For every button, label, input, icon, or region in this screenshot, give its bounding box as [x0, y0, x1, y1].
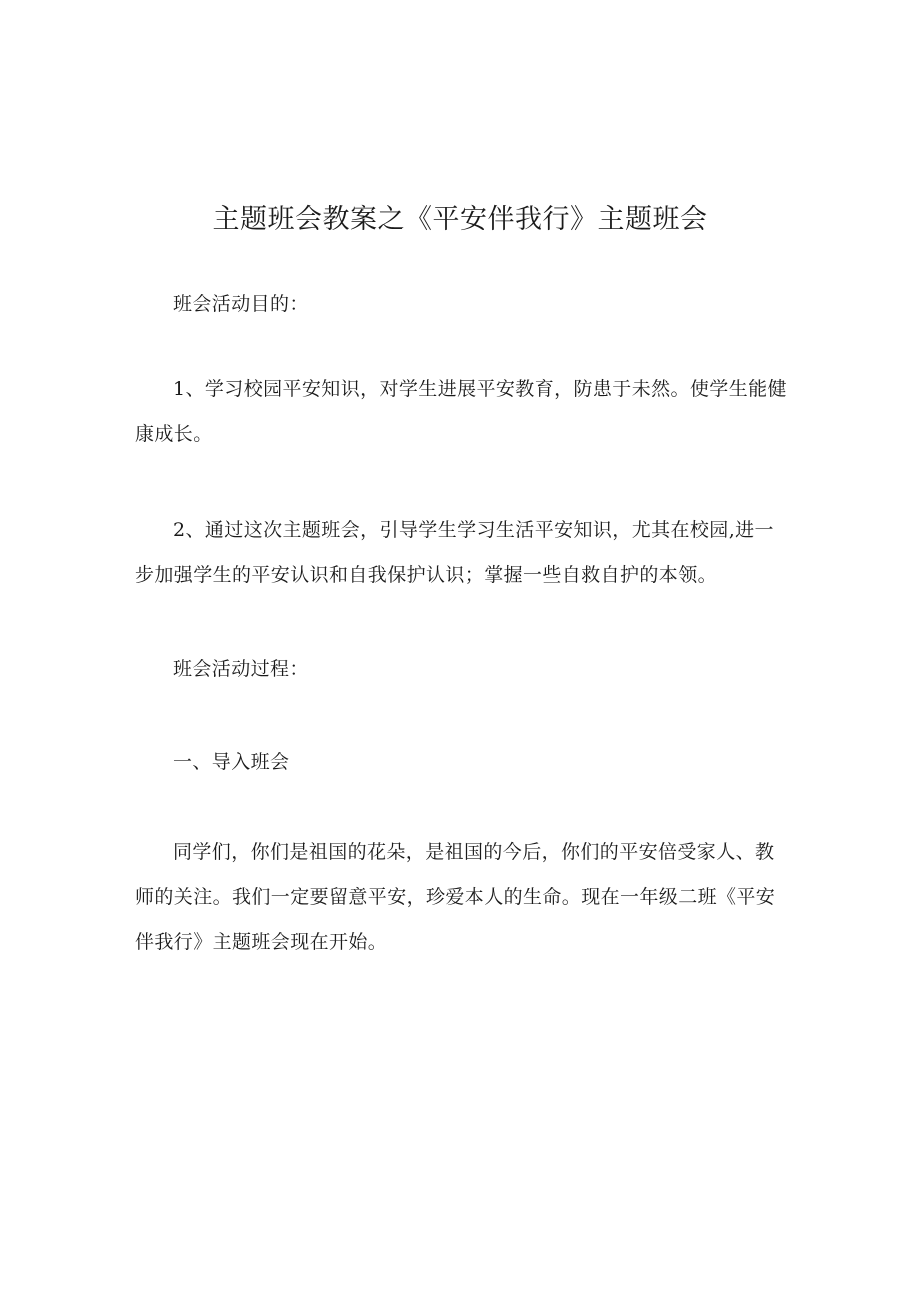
document-title: 主题班会教案之《平安伴我行》主题班会	[212, 204, 708, 235]
aim-heading: 班会活动目的：	[173, 293, 309, 315]
aim-item-2: 2、通过这次主题班会，引导学生学习生活平安知识，尤其在校园,进一步加强学生的平安认识和自我保护认识；掌握一些自救自护的本领。	[135, 519, 774, 586]
section-1-body: 同学们，你们是祖国的花朵，是祖国的今后，你们的平安倍受家人、教师的关注。我们一定要留意平安，珍爱本人的生命。现在一年级二班《平安伴我行》主题班会现在开始。	[135, 841, 776, 953]
aim-item-1: 1、学习校园平安知识，对学生进展平安教育，防患于未然。使学生能健康成长。	[135, 378, 787, 445]
process-heading: 班会活动过程：	[173, 658, 309, 680]
section-1-heading: 一、导入班会	[173, 751, 290, 773]
